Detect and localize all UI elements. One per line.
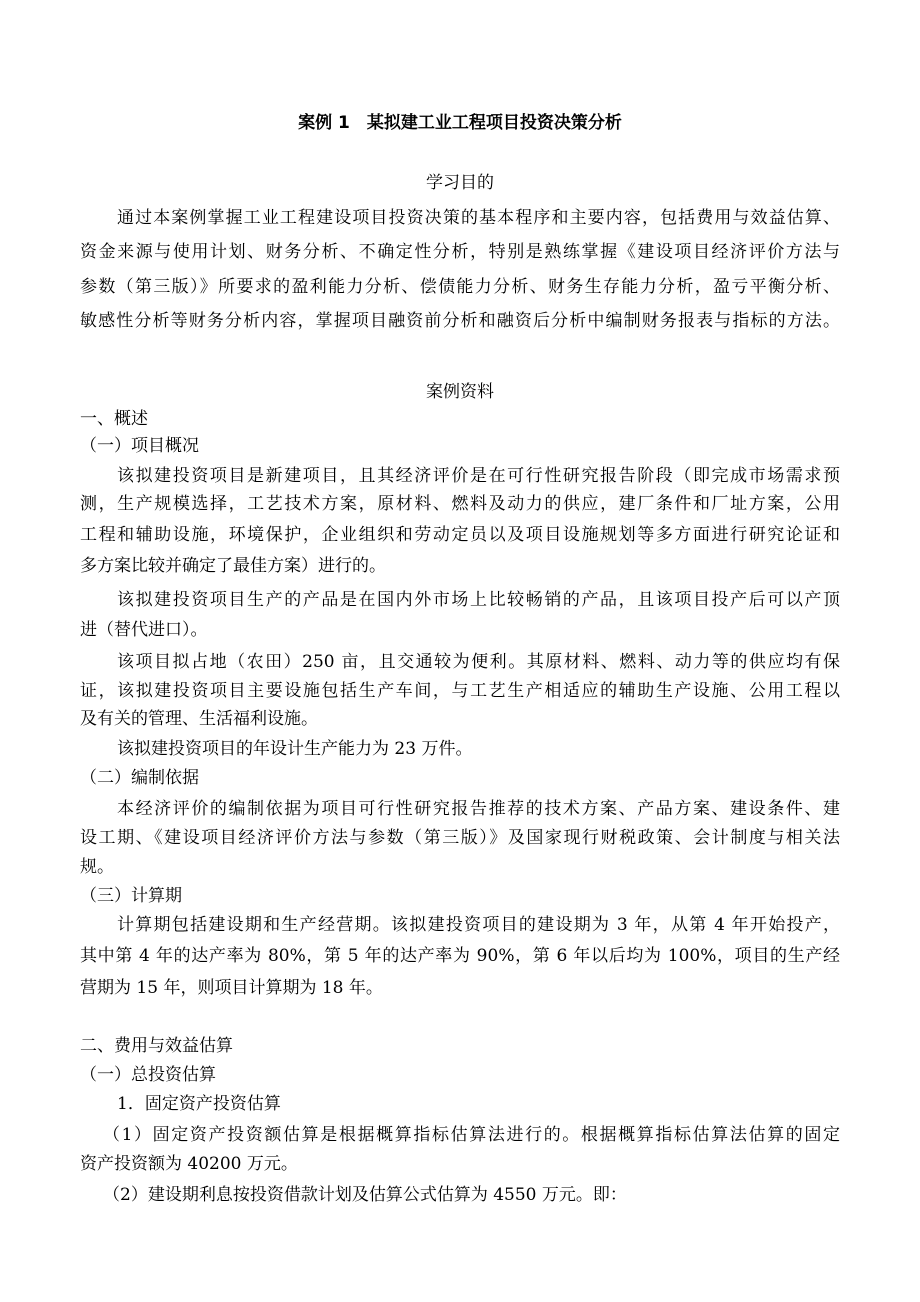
paragraph-line: 规。 [80,857,114,877]
paragraph-line: 多方案比较并确定了最佳方案）进行的。 [80,556,386,576]
objective-line: 敏感性分析等财务分析内容，掌握项目融资前分析和融资后分析中编制财务报表与指标的方法。 [80,311,840,331]
list-item-heading: 1．固定资产投资估算 [117,1094,281,1114]
objective-line: 参数（第三版）》所要求的盈利能力分析、偿债能力分析、财务生存能力分析，盈亏平衡分析、 [80,277,840,297]
section-heading: 一、概述 [80,409,148,429]
paragraph-line: 该拟建投资项目是新建项目，且其经济评价是在可行性研究报告阶段（即完成市场需求预 [117,466,840,486]
document-title: 案例 1 某拟建工业工程项目投资决策分析 [298,113,622,133]
materials-heading: 案例资料 [426,382,494,402]
subsection-heading: （二）编制依据 [80,768,199,788]
subsection-heading: （三）计算期 [80,886,182,906]
paragraph-line: 计算期包括建设期和生产经营期。该拟建投资项目的建设期为 3 年，从第 4 年开始投产， [117,915,840,935]
paragraph-line: 营期为 15 年，则项目计算期为 18 年。 [80,978,383,998]
paragraph-line: （1）固定资产投资额估算是根据概算指标估算法进行的。根据概算指标估算法估算的固定 [103,1125,840,1145]
objective-line: 通过本案例掌握工业工程建设项目投资决策的基本程序和主要内容，包括费用与效益估算、 [117,208,840,228]
paragraph-line: 测，生产规模选择，工艺技术方案，原材料、燃料及动力的供应，建厂条件和厂址方案，公用 [80,494,840,514]
paragraph-line: 及有关的管理、生活福利设施。 [80,709,318,729]
paragraph-line: 本经济评价的编制依据为项目可行性研究报告推荐的技术方案、产品方案、建设条件、建 [117,799,840,819]
paragraph-line: 进（替代进口）。 [80,620,208,640]
subsection-heading: （一）项目概况 [80,436,199,456]
objective-heading: 学习目的 [426,173,494,193]
paragraph-line: 该拟建投资项目的年设计生产能力为 23 万件。 [117,739,473,759]
paragraph-line: 工程和辅助设施，环境保护，企业组织和劳动定员以及项目设施规划等多方面进行研究论证和 [80,525,840,545]
paragraph-line: 资产投资额为 40200 万元。 [80,1154,298,1174]
objective-line: 资金来源与使用计划、财务分析、不确定性分析，特别是熟练掌握《建设项目经济评价方法与 [80,242,840,262]
paragraph-line: 该项目拟占地（农田）250 亩，且交通较为便利。其原材料、燃料、动力等的供应均有保 [117,652,840,672]
subsection-heading: （一）总投资估算 [80,1065,216,1085]
section-heading: 二、费用与效益估算 [80,1036,233,1056]
paragraph-line: 其中第 4 年的达产率为 80%，第 5 年的达产率为 90%，第 6 年以后均为 100%，项目的生产经 [80,946,840,966]
paragraph-line: （2）建设期利息按投资借款计划及估算公式估算为 4550 万元。即： [103,1185,627,1205]
paragraph-line: 该拟建投资项目生产的产品是在国内外市场上比较畅销的产品，且该项目投产后可以产顶 [117,590,840,610]
paragraph-line: 证，该拟建投资项目主要设施包括生产车间，与工艺生产相适应的辅助生产设施、公用工程以 [80,681,840,701]
paragraph-line: 设工期、《建设项目经济评价方法与参数（第三版）》及国家现行财税政策、会计制度与相关法 [80,828,840,848]
